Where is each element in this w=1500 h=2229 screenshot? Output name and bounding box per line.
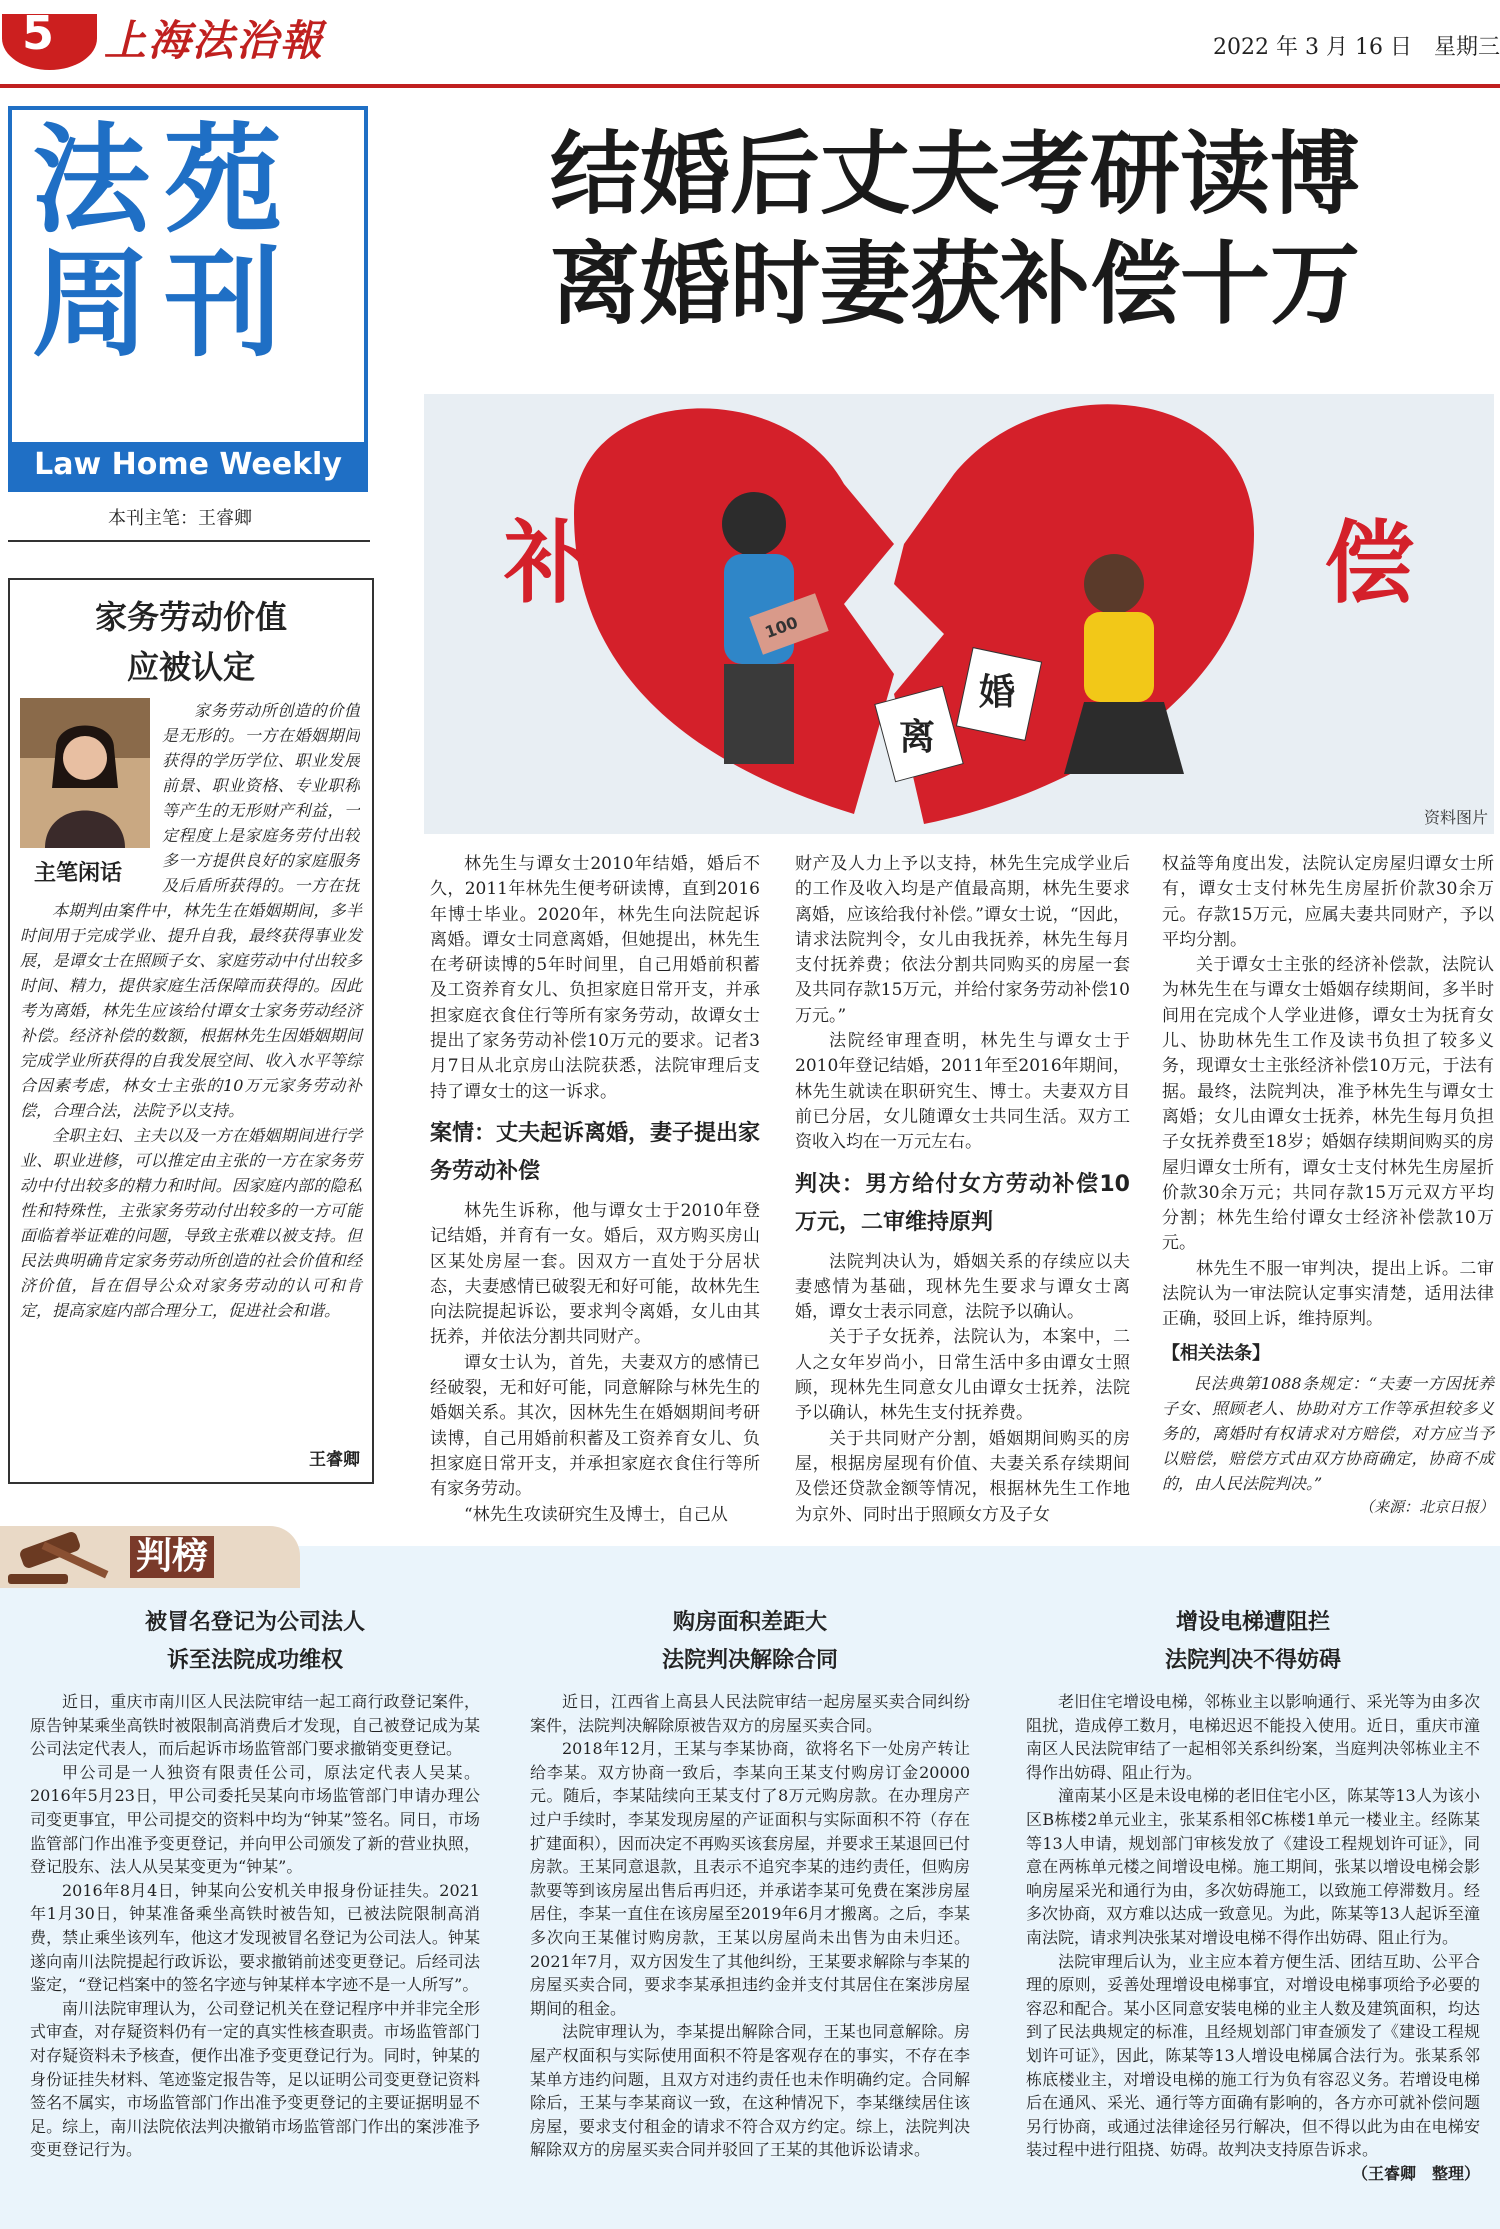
headline	[420, 120, 1490, 340]
sidebar-title-line2: 应被认定	[126, 648, 255, 686]
sidebar-paragraph-1: 家务劳动所创造的价值是无形的。一方在婚姻期间获得的学历学位、职业发展前景、职业资格、专业职称等产生的无形财产利益，一定程度上是家庭务劳付出较多一方提供良好的家庭服务及后盾所获得的。一方在抚	[162, 701, 360, 895]
sidebar-column-label: 主笔闲话	[34, 861, 123, 886]
illustration	[424, 394, 1494, 834]
sidebar-signature: 王睿卿	[309, 1450, 360, 1470]
issue-date: 2022 年 3 月 16 日 星期三	[1213, 35, 1500, 60]
illus-char-right: 偿	[1324, 511, 1414, 616]
sidebar-paragraph-3: 全职主妇、主夫以及一方在婚姻期间进行学业、职业进修，可以推定由主张的一方在家务劳动中付出较多的精力和时间。因家庭内部的隐私性和特殊性，主张家务劳动付出较多的一方可能面临着举证难的问题，导致主张难以被支持。但民法典明确肯定家务劳动所创造的社会价值和经济价值，旨在倡导公众对家务劳动的认可和肯定，提高家庭内部合理分工，促进社会和谐。	[20, 1126, 362, 1320]
photo-credit: 资料图片	[1423, 808, 1488, 827]
case-3-title	[1026, 1604, 1480, 1680]
case-1	[30, 1604, 480, 2162]
illus-note-left: 离	[899, 717, 936, 758]
case-1-title-line1: 被冒名登记为公司法人	[144, 1610, 365, 1635]
article-paragraph: 法院经审理查明，林先生与谭女士于2010年登记结婚，2011年至2016年期间，林先生就读在职研究生、博士。夫妻双方目前已分居，女儿随谭女士共同生活。双方工资收入均在一万元左右。	[795, 1031, 1130, 1153]
case-1-title	[30, 1604, 480, 1680]
article-paragraph: 财产及人力上予以支持，林先生完成学业后的工作及收入均是产值最高期，林先生要求离婚，应该给我付补偿。”谭女士说，“因此，请求法院判令，女儿由我抚养，林先生每月支付抚养费；依法分割共同购买的房屋一套及共同存款15万元，并给付家务劳动补偿10万元。”	[795, 854, 1130, 1026]
headline-line1: 结婚后丈夫考研读博	[550, 122, 1360, 227]
masthead-divider	[0, 84, 1500, 88]
illus-banknote: 100	[762, 612, 801, 642]
case-2-title-line2: 法院判决解除合同	[661, 1648, 838, 1673]
weekly-name-line1: 法苑	[32, 111, 297, 249]
case-2-paragraph: 法院审理认为，李某提出解除合同，王某也同意解除。房屋产权面积与实际使用面积不符是客观存在的事实，不存在李某单方违约问题，且双方对违约责任也未作明确约定。合同解除后，王某与李某商议一致，在这种情况下，李某继续居住该房屋，要求支付租金的请求不符合双方约定。综上，法院判决解除双方的房屋买卖合同并驳回了王某的其他诉讼请求。	[530, 2022, 970, 2160]
weekly-name-line2: 周刊	[32, 235, 297, 373]
sidebar-title-line1: 家务劳动价值	[94, 598, 287, 636]
case-3-body	[1026, 1690, 1480, 2185]
verdicts-label: 判榜	[130, 1536, 214, 1578]
case-3-paragraph: 法院审理后认为，业主应本着方便生活、团结互助、公平合理的原则，妥善处理增设电梯事宜，对增设电梯事项给予必要的容忍和配合。某小区同意安装电梯的业主人数及建筑面积，均达到了民法典规定的标准，且经规划部门审查颁发了《建设工程规划许可证》，因此，陈某等13人增设电梯属合法行为。张某系邻栋底楼业主，对增设电梯的施工行为负有容忍义务。若增设电梯后在通风、采光、通行等方面确有影响的，各方亦可就补偿问题另行协商，或通过法律途径另行解决，但不得以此为由在电梯安装过程中进行阻挠、妨碍。故判决支持原告诉求。	[1026, 1951, 1480, 2160]
article-paragraph: 关于谭女士主张的经济补偿款，法院认为林先生在与谭女士婚姻存续期间，多半时间用在完成个人学业进修，谭女士为抚育女儿、协助林先生工作及读书负担了较多义务，现谭女士主张经济补偿10万元，于法有据。最终，法院判决，准予林先生与谭女士离婚；女儿由谭女士抚养，林先生每月负担子女抚养费至18岁；婚姻存续期间购买的房屋归谭女士所有，谭女士支付林先生房屋折价款30余万元；共同存款15万元双方平均分割；林先生给付谭女士经济补偿款10万元。	[1162, 955, 1494, 1254]
page-number: 5	[22, 6, 55, 60]
case-2	[530, 1604, 970, 2162]
case-2-body	[530, 1690, 970, 2162]
article-paragraph: 谭女士认为，首先，夫妻双方的感情已经破裂，无和好可能，同意解除与林先生的婚姻关系。其次，因林先生在婚姻期间考研读博，自己用婚前积蓄及工资养育女儿、负担家庭日常开支，并承担家庭衣食住行等所有家务劳动。	[430, 1352, 760, 1500]
article-source: （来源：北京日报）	[1358, 1497, 1494, 1516]
weekly-logo-box	[8, 106, 368, 492]
sidebar-text-top	[162, 698, 360, 898]
article-paragraph: “林先生攻读研究生及博士，自己从	[464, 1504, 728, 1525]
chief-editor: 本刊主笔：王睿卿	[108, 508, 252, 529]
related-law-text: 民法典第1088条规定：“夫妻一方因抚养子女、照顾老人、协助对方工作等承担较多义务的，离婚时有权请求对方赔偿，对方应当予以赔偿，赔偿方式由双方协商确定，协商不成的，由人民法院判决。”	[1162, 1373, 1494, 1493]
article-paragraph: 关于共同财产分割，婚姻期间购买的房屋，根据房屋现有价值、夫妻关系存续期间及偿还贷款金额等情况，根据林先生工作地为京外、同时出于照顾女方及子女	[795, 1428, 1130, 1525]
case-3-title-line1: 增设电梯遭阻拦	[1175, 1610, 1330, 1635]
editor-divider	[8, 540, 370, 542]
masthead	[0, 0, 1500, 80]
article-paragraph: 林先生不服一审判决，提出上诉。二审法院认为一审法院认定事实清楚，适用法律正确，驳回上诉，维持原判。	[1162, 1258, 1494, 1330]
article-subhead-1: 案情：丈夫起诉离婚，妻子提出家务劳动补偿	[430, 1120, 761, 1184]
case-3-title-line2: 法院判决不得妨碍	[1164, 1648, 1341, 1673]
newspaper-name: 上海法治報	[104, 16, 325, 65]
gavel-icon	[0, 1526, 120, 1588]
author-avatar	[20, 698, 150, 848]
illus-char-left: 补	[504, 511, 594, 616]
case-1-body	[30, 1690, 480, 2162]
article-subhead-2: 判决：男方给付女方劳动补偿10万元，二审维持原判	[795, 1171, 1130, 1235]
case-3-signature: （王睿卿 整理）	[1351, 2163, 1480, 2183]
headline-line2: 离婚时妻获补偿十万	[550, 232, 1360, 337]
case-2-paragraph: 2018年12月，王某与李某协商，欲将名下一处房产转让给李某。双方协商一致后，李某向王某支付购房订金20000元。随后，李某陆续向王某支付了8万元购房款。在办理房产过户手续时，李某发现房屋的产证面积与实际面积不符（存在扩建面积），因而决定不再购买该套房屋，并要求王某退回已付房款。王某同意退款，且表示不追究李某的违约责任，但购房款要等到该房屋出售后再归还，并承诺李某可免费在案涉房屋居住，李某一直住在该房屋至2019年6月才搬离。之后，李某多次向王某催讨购房款，王某以房屋尚未出售为由未归还。2021年7月，双方因发生了其他纠纷，王某要求解除与李某的房屋买卖合同，要求李某承担违约金并支付其居住在案涉房屋期间的租金。	[530, 1739, 971, 2018]
case-3-paragraph: 老旧住宅增设电梯，邻栋业主以影响通行、采光等为由多次阻扰，造成停工数月，电梯迟迟不能投入使用。近日，重庆市潼南区人民法院审结了一起相邻关系纠纷案，当庭判决邻栋业主不得作出妨碍、阻止行为。	[1026, 1692, 1480, 1782]
article-paragraph: 林先生与谭女士2010年结婚，婚后不久，2011年林先生便考研读博，直到2016年博士毕业。2020年，林先生向法院起诉离婚。谭女士同意离婚，但她提出，林先生在考研读博的5年时间里，自己用婚前积蓄及工资养育女儿、负担家庭日常开支，并承担家庭衣食住行等所有家务劳动，故谭女士提出了家务劳动补偿10万元的要求。记者3月7日从北京房山法院获悉，法院审理后支持了谭女士的这一诉求。	[430, 854, 760, 1102]
case-2-title-line1: 购房面积差距大	[672, 1610, 827, 1635]
article-paragraph: 法院判决认为，婚姻关系的存续应以夫妻感情为基础，现林先生要求与谭女士离婚，谭女士表示同意，法院予以确认。	[795, 1251, 1130, 1323]
sidebar-paragraph-2: 本期判由案件中，林先生在婚姻期间，多半时间用于完成学业、提升自我，最终获得事业发展，是谭女士在照顾子女、家庭劳动中付出较多时间、精力，提供家庭生活保障而获得的。因此考为离婚，林先生应该给付谭女士家务劳动经济补偿。经济补偿的数额，根据林先生因婚姻期间完成学业所获得的自我发展空间、收入水平等综合因素考虑，林女士主张的10万元家务劳动补偿，合理合法，法院予以支持。	[20, 901, 362, 1120]
sidebar-title	[10, 592, 372, 692]
case-2-paragraph: 近日，江西省上高县人民法院审结一起房屋买卖合同纠纷案件，法院判决解除原被告双方的房屋买卖合同。	[530, 1692, 970, 1735]
sidebar-text-body	[20, 898, 362, 1323]
article-paragraph: 林先生诉称，他与谭女士于2010年登记结婚，并育有一女。婚后，双方购买房山区某处房屋一套。因双方一直处于分居状态，夫妻感情已破裂无和好可能，故林先生向法院提起诉讼，要求判令离婚，女儿由其抚养，并依法分割共同财产。	[430, 1200, 760, 1348]
article-paragraph: 关于子女抚养，法院认为，本案中，二人之女年岁尚小，日常生活中多由谭女士照顾，现林先生同意女儿由谭女士抚养，法院予以确认，林先生支付抚养费。	[795, 1327, 1130, 1424]
case-1-paragraph: 近日，重庆市南川区人民法院审结一起工商行政登记案件，原告钟某乘坐高铁时被限制高消费后才发现，自己被登记成为某公司法定代表人，而后起诉市场监管部门要求撤销变更登记。	[30, 1692, 480, 1759]
broken-heart-illustration	[424, 394, 1494, 834]
illus-note-right: 婚	[979, 672, 1016, 713]
weekly-name-cn	[32, 111, 352, 373]
case-2-title	[530, 1604, 970, 1680]
case-3	[1026, 1604, 1480, 2185]
article-column-2	[795, 852, 1130, 1528]
article-paragraph: 权益等角度出发，法院认定房屋归谭女士所有，谭女士支付林先生房屋折价款30余万元。存款15万元，应属夫妻共同财产，予以平均分割。	[1162, 854, 1494, 950]
weekly-name-en: Law Home Weekly	[12, 442, 364, 488]
article-column-1	[430, 852, 760, 1528]
article-column-3	[1162, 852, 1494, 1517]
related-law-label: 【相关法条】	[1162, 1342, 1270, 1364]
case-3-paragraph: 潼南某小区是未设电梯的老旧住宅小区，陈某等13人为该小区B栋楼2单元业主，张某系相邻C栋楼1单元一楼业主。经陈某等13人申请，规划部门审核发放了《建设工程规划许可证》，同意在两栋单元楼之间增设电梯。施工期间，张某以增设电梯会影响房屋采光和通行为由，多次妨碍施工，以致施工停滞数月。经多次协商，双方难以达成一致意见。为此，陈某等13人起诉至潼南法院，请求判决张某对增设电梯不得作出妨碍、阻止行为。	[1026, 1786, 1480, 1947]
case-1-paragraph: 2016年8月4日，钟某向公安机关申报身份证挂失。2021年1月30日，钟某准备乘坐高铁时被告知，已被法院限制高消费，禁止乘坐该列车，他这才发现被冒名登记为公司法人。钟某遂向南川法院提起行政诉讼，要求撤销前述变更登记。后经司法鉴定，“登记档案中的签名字迹与钟某样本字迹不是一人所写”。	[30, 1880, 480, 1995]
case-1-paragraph: 甲公司是一人独资有限责任公司，原法定代表人吴某。2016年5月23日，甲公司委托吴某向市场监管部门申请办理公司变更事宜，甲公司提交的资料中均为“钟某”签名。同日，市场监管部门作出准予变更登记，并向甲公司颁发了新的营业执照，登记股东、法人从吴某变更为“钟某”。	[30, 1762, 480, 1877]
case-1-title-line2: 诉至法院成功维权	[166, 1648, 343, 1673]
case-1-paragraph: 南川法院审理认为，公司登记机关在登记程序中并非完全形式审查，对存疑资料仍有一定的真实性核查职责。市场监管部门对存疑资料未予核查，便作出准予变更登记行为。同时，钟某的身份证挂失材料、笔迹鉴定报告等，足以证明公司变更登记资料签名不属实，市场监管部门作出准予变更登记的主要证据明显不足。综上，南川法院依法判决撤销市场监管部门作出的案涉准予变更登记行为。	[30, 1998, 480, 2160]
author-photo	[20, 698, 150, 848]
sidebar-column	[8, 578, 374, 1484]
